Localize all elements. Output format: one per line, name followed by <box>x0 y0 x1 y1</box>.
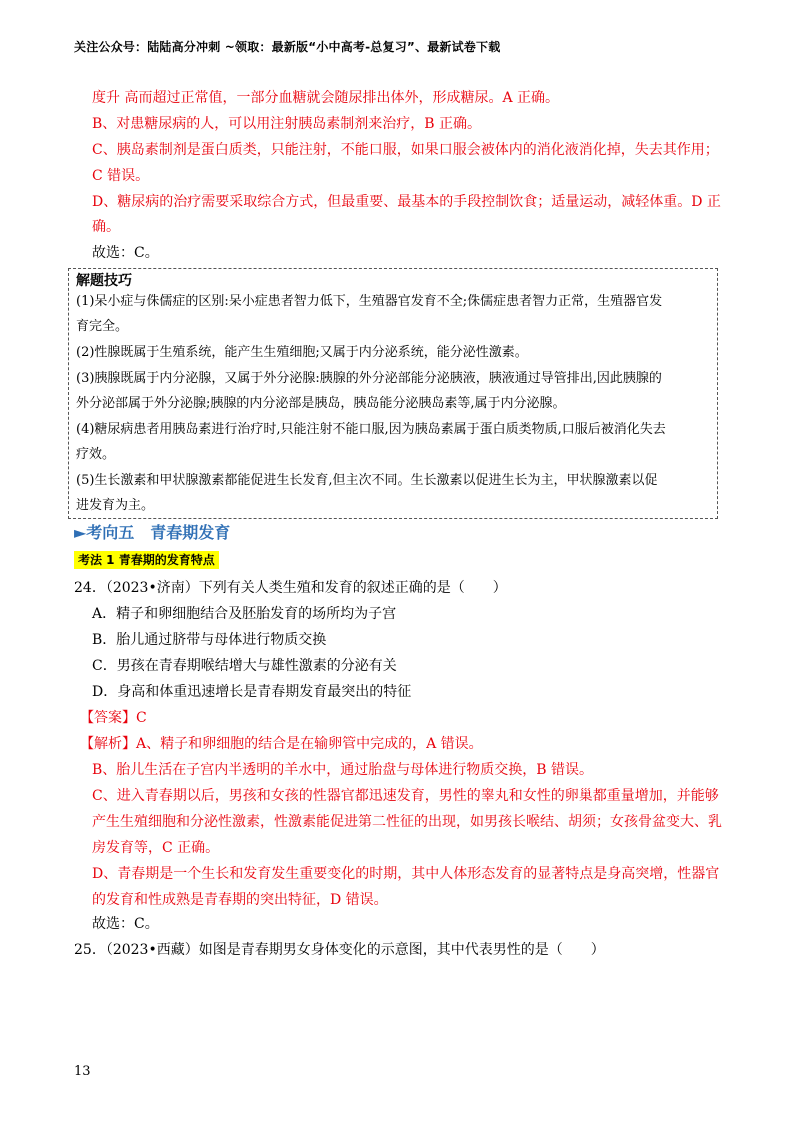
q24-answer: 【答案】C <box>80 710 147 726</box>
q24-analysis-line-5: 房发育等，C 正确。 <box>92 840 220 856</box>
prev-analysis-line-1: 度升 高而超过正常值，一部分血糖就会随尿排出体外，形成糖尿。A 正确。 <box>92 90 560 106</box>
q24-analysis-line-6: D、青春期是一个生长和发育发生重要变化的时期，其中人体形态发育的显著特点是身高突增，性器官 <box>92 866 720 882</box>
q24-analysis-line-4: 产生生殖细胞和分泌性激素，性激素能促进第二性征的出现，如男孩长喉结、胡须；女孩骨盆变大、乳 <box>92 814 722 830</box>
q25-stem: 25．（2023•西藏）如图是青春期男女身体变化的示意图，其中代表男性的是（ ） <box>74 942 605 958</box>
prev-analysis-line-4: C 错误。 <box>92 168 150 184</box>
q24-stem: 24．（2023•济南）下列有关人类生殖和发育的叙述正确的是（ ） <box>74 580 507 596</box>
q24-final: 故选：C。 <box>92 916 159 932</box>
q24-option-b: B．胎儿通过脐带与母体进行物质交换 <box>92 632 327 648</box>
page-number: 13 <box>74 1064 91 1079</box>
q24-analysis-line-2: B、胎儿生活在子宫内半透明的羊水中，通过胎盘与母体进行物质交换，B 错误。 <box>92 762 594 778</box>
q24-option-c: C．男孩在青春期喉结增大与雄性激素的分泌有关 <box>92 658 397 674</box>
tip-line-5: 外分泌部属于外分泌腺;胰腺的内分泌部是胰岛，胰岛能分泌胰岛素等,属于内分泌腺。 <box>76 396 566 411</box>
tip-line-9: 进发育为主。 <box>76 498 155 513</box>
tip-line-7: 疗效。 <box>76 447 116 462</box>
q24-analysis-line-7: 的发育和性成熟是青春期的突出特征，D 错误。 <box>92 892 388 908</box>
prev-analysis-line-2: B、对患糖尿病的人，可以用注射胰岛素制剂来治疗，B 正确。 <box>92 116 482 132</box>
prev-analysis-line-3: C、胰岛素制剂是蛋白质类，只能注射，不能口服，如果口服会被体内的消化液消化掉，失去其作用； <box>92 142 719 158</box>
page-header: 关注公众号：陆陆高分冲刺 ~领取：最新版“小中高考-总复习”、最新试卷下载 <box>74 40 501 54</box>
prev-analysis-line-5: D、糖尿病的治疗需要采取综合方式，但最重要、最基本的手段控制饮食；适量运动，减轻体重。D 正 <box>92 194 721 210</box>
q24-analysis-line-1: 【解析】A、精子和卵细胞的结合是在输卵管中完成的，A 错误。 <box>80 736 483 752</box>
q24-option-d: D．身高和体重迅速增长是青春期发育最突出的特征 <box>92 684 412 700</box>
tip-line-2: 育完全。 <box>76 319 129 334</box>
method-label: 考法 1 青春期的发育特点 <box>74 551 219 569</box>
section-title: ►考向五 青春期发育 <box>74 523 231 542</box>
tip-line-8: (5)生长激素和甲状腺激素都能促进生长发育,但主次不同。生长激素以促进生长为主，甲状腺激素以促 <box>76 473 658 488</box>
tip-line-1: (1)呆小症与侏儒症的区别:呆小症患者智力低下，生殖器官发育不全;侏儒症患者智力正常，生殖器官发 <box>76 294 663 309</box>
prev-answer: 故选：C。 <box>92 245 159 261</box>
tips-title: 解题技巧 <box>76 273 132 289</box>
tip-line-4: (3)胰腺既属于内分泌腺，又属于外分泌腺:胰腺的外分泌部能分泌胰液，胰液通过导管排出,因此胰腺的 <box>76 371 662 386</box>
tip-line-6: (4)糖尿病患者用胰岛素进行治疗时,只能注射不能口服,因为胰岛素属于蛋白质类物质,口服后被消化失去 <box>76 422 666 437</box>
q24-option-a: A．精子和卵细胞结合及胚胎发育的场所均为子宫 <box>92 606 397 622</box>
tip-line-3: (2)性腺既属于生殖系统，能产生生殖细胞;又属于内分泌系统，能分泌性激素。 <box>76 345 528 360</box>
q24-analysis-line-3: C、进入青春期以后，男孩和女孩的性器官都迅速发育，男性的睾丸和女性的卵巢都重量增加，并能够 <box>92 788 719 804</box>
prev-analysis-line-6: 确。 <box>92 219 120 235</box>
